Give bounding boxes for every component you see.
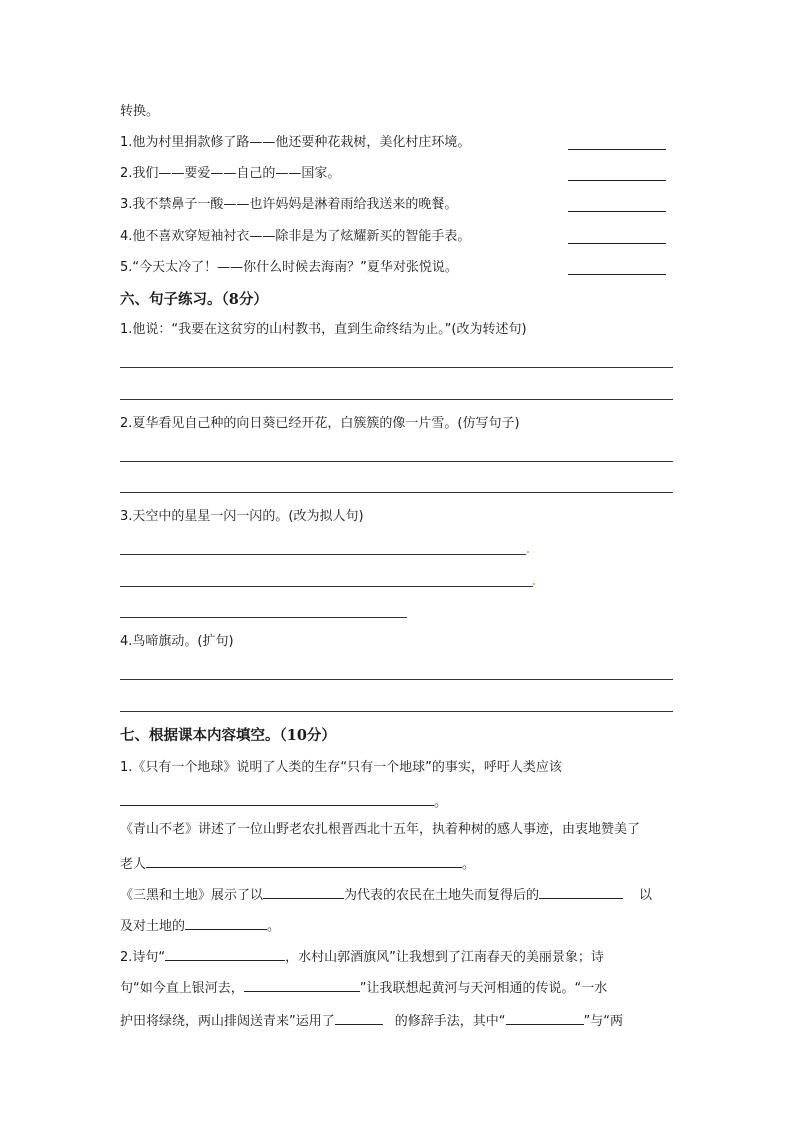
- s6-question-3: 3.天空中的星星一闪一闪的。(改为拟人句): [120, 509, 364, 524]
- s7-line-1: 1.《只有一个地球》说明了人类的生存“只有一个地球”的事实，呼吁人类应该: [120, 760, 562, 775]
- scan-mark: [527, 551, 529, 553]
- answer-blank-4[interactable]: [568, 243, 666, 244]
- fill-blank[interactable]: [335, 1010, 383, 1025]
- punct-item-2: 2.我们——要爱——自己的——国家。: [120, 166, 341, 181]
- scan-mark: [533, 583, 535, 585]
- writing-line[interactable]: [120, 461, 673, 462]
- s7-line-6: 及对土地的 。: [120, 915, 280, 936]
- s6-question-2: 2.夏华看见自己种的向日葵已经开花，白簇簇的像一片雪。(仿写句子): [120, 416, 520, 431]
- fill-blank[interactable]: [146, 853, 462, 868]
- fill-blank[interactable]: [165, 946, 285, 961]
- punct-item-5: 5.“今天太冷了！——你什么时候去海南？”夏华对张悦说。: [120, 260, 458, 275]
- writing-line[interactable]: [120, 399, 673, 400]
- section-7-title: 七、根据课本内容填空。（10分）: [120, 727, 336, 744]
- s7-line-2: 。: [120, 791, 447, 812]
- writing-line[interactable]: [120, 367, 673, 368]
- s6-question-4: 4.鸟啼旗动。(扩句): [120, 634, 234, 649]
- s7-line-7: 2.诗句“ ，水村山郭酒旗风”让我想到了江南春天的美丽景象；诗: [120, 946, 604, 967]
- fill-blank[interactable]: [244, 977, 360, 992]
- s7-line-4: 老人 。: [120, 853, 475, 874]
- punct-item-4: 4.他不喜欢穿短袖衬衣——除非是为了炫耀新买的智能手表。: [120, 229, 471, 244]
- s7-line-5: 《三黑和土地》展示了以 为代表的农民在土地失而复得后的 以: [120, 884, 652, 905]
- answer-blank-3[interactable]: [568, 211, 666, 212]
- answer-blank-5[interactable]: [568, 274, 666, 275]
- fill-blank[interactable]: [539, 884, 623, 899]
- answer-blank-2[interactable]: [568, 180, 666, 181]
- fill-blank[interactable]: [263, 884, 344, 899]
- punct-item-3: 3.我不禁鼻子一酸——也许妈妈是淋着雨给我送来的晚餐。: [120, 197, 458, 212]
- s7-line-8: 句“如今直上银河去， ”让我联想起黄河与天河相通的传说。“一水: [120, 977, 607, 998]
- writing-line[interactable]: [120, 554, 526, 555]
- section-6-title: 六、句子练习。（8分）: [120, 291, 268, 308]
- intro-text: 转换。: [120, 104, 160, 119]
- s6-question-1: 1.他说：“我要在这贫穷的山村教书，直到生命终结为止。”(改为转述句): [120, 322, 527, 337]
- writing-line[interactable]: [120, 492, 673, 493]
- writing-line[interactable]: [120, 711, 673, 712]
- writing-line[interactable]: [120, 617, 407, 618]
- s7-line-3: 《青山不老》讲述了一位山野老农扎根晋西北十五年，执着种树的感人事迹，由衷地赞美了: [120, 822, 641, 837]
- fill-blank[interactable]: [185, 915, 267, 930]
- writing-line[interactable]: [120, 586, 533, 587]
- fill-blank[interactable]: [506, 1010, 584, 1025]
- answer-blank-1[interactable]: [568, 149, 666, 150]
- fill-blank[interactable]: [120, 791, 434, 806]
- punct-item-1: 1.他为村里捐款修了路——他还要种花栽树，美化村庄环境。: [120, 135, 471, 150]
- s7-line-9: 护田将绿绕，两山排闼送青来”运用了 的修辞手法，其中“ ”与“两: [120, 1010, 623, 1031]
- writing-line[interactable]: [120, 679, 673, 680]
